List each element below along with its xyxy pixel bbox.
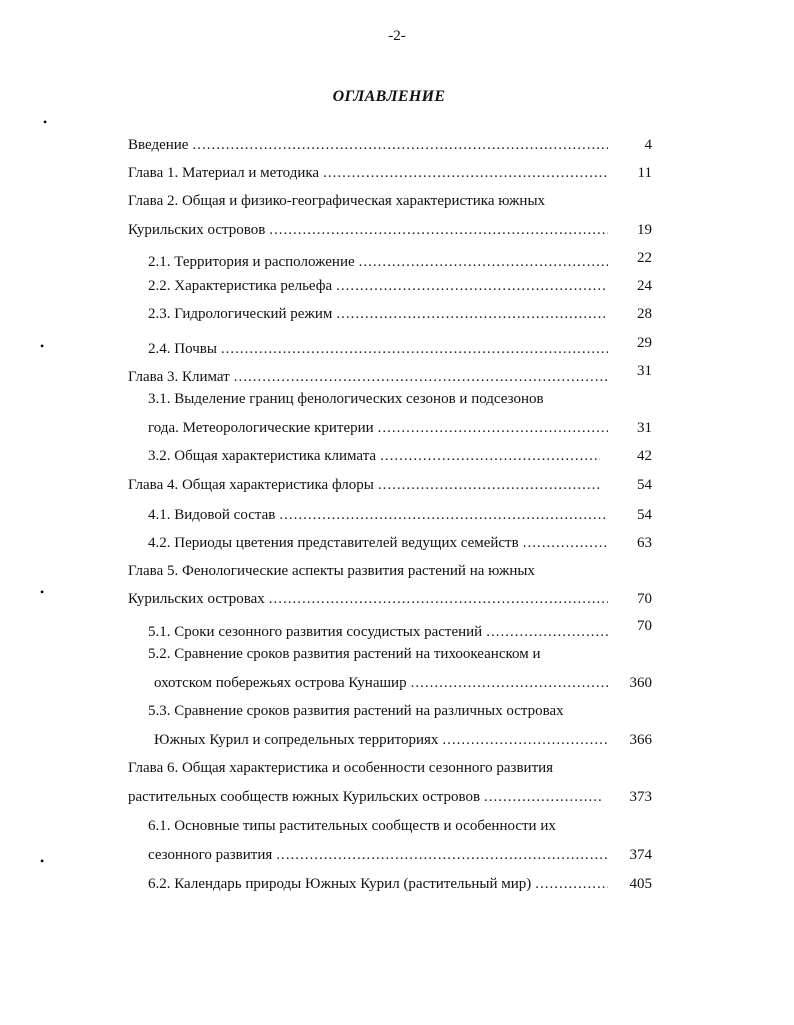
toc-page-number: 31 — [637, 420, 652, 436]
toc-entry-chapter-4[interactable] — [128, 476, 604, 494]
dot-leader — [442, 731, 608, 749]
dot-leader — [378, 476, 600, 494]
toc-entry-section-3-2[interactable] — [148, 447, 604, 465]
toc-entry-section-2-3[interactable] — [148, 305, 612, 323]
toc-label: 2.1. Территория и расположение — [148, 254, 355, 270]
toc-entry-chapter-6[interactable] — [128, 788, 606, 806]
toc-entry-chapter-2[interactable] — [128, 221, 612, 239]
margin-mark: • — [40, 585, 45, 599]
toc-label: Глава 4. Общая характеристика флоры — [128, 477, 374, 493]
toc-label: растительных сообществ южных Курильских островов — [128, 789, 481, 805]
toc-label: 2.4. Почвы — [148, 341, 217, 357]
toc-entry-section-5-2-line1[interactable]: 5.2. Сравнение сроков развития растений на тихоокеанском и — [148, 646, 541, 662]
toc-page-number: 11 — [637, 165, 652, 181]
toc-title: ОГЛАВЛЕНИЕ — [332, 88, 446, 105]
dot-leader — [221, 340, 608, 358]
dot-leader — [523, 534, 608, 552]
toc-page-number: 29 — [637, 335, 652, 351]
toc-page-number: 24 — [637, 278, 652, 294]
toc-entry-section-5-3-line1[interactable]: 5.3. Сравнение сроков развития растений на различных островах — [148, 703, 564, 719]
toc-entry-chapter-2-line1[interactable]: Глава 2. Общая и физико-географическая характеристика южных — [128, 193, 546, 209]
toc-page-number: 54 — [637, 477, 652, 493]
toc-entry-chapter-5[interactable] — [128, 590, 612, 608]
dot-leader — [336, 277, 608, 295]
toc-page-number: 28 — [637, 306, 652, 322]
toc-label: охотском побережьях острова Кунашир — [154, 675, 407, 691]
toc-label: 3.2. Общая характеристика климата — [148, 448, 377, 464]
toc-label: 4.2. Периоды цветения представителей ведущих семейств — [148, 535, 519, 551]
toc-page-number: 63 — [637, 535, 652, 551]
toc-entry-section-2-2[interactable] — [148, 277, 612, 295]
dot-leader — [484, 788, 602, 806]
toc-page-number: 42 — [637, 448, 652, 464]
toc-label: Курильских островов — [128, 222, 266, 238]
toc-entry-section-5-3[interactable] — [154, 731, 612, 749]
dot-leader — [359, 253, 608, 271]
dot-leader — [192, 136, 608, 154]
page-number: -2- — [388, 28, 406, 44]
margin-mark: • — [40, 854, 45, 868]
toc-label: Глава 3. Климат — [128, 369, 230, 385]
toc-label: Глава 1. Материал и методика — [128, 165, 320, 181]
toc-page-number: 373 — [629, 789, 652, 805]
toc-label: года. Метеорологические критерии — [148, 420, 374, 436]
dot-leader — [269, 221, 608, 239]
margin-mark: • — [40, 339, 45, 353]
toc-label: 6.2. Календарь природы Южных Курил (растительный мир) — [148, 876, 532, 892]
dot-leader — [380, 447, 600, 465]
toc-entry-section-4-2[interactable] — [148, 534, 612, 552]
toc-page-number: 54 — [637, 507, 652, 523]
dot-leader — [378, 419, 608, 437]
toc-label: Южных Курил и сопредельных территориях — [154, 732, 439, 748]
toc-label: 2.2. Характеристика рельефа — [148, 278, 333, 294]
toc-label: Курильских островах — [128, 591, 265, 607]
dot-leader — [336, 305, 608, 323]
toc-label: 5.1. Сроки сезонного развития сосудистых растений — [148, 624, 483, 640]
dot-leader — [535, 875, 608, 893]
toc-page-number: 374 — [629, 847, 652, 863]
dot-leader — [279, 506, 608, 524]
toc-page-number: 31 — [637, 363, 652, 379]
dot-leader — [234, 368, 608, 386]
toc-entry-section-2-1[interactable] — [148, 253, 612, 271]
toc-entry-section-5-1[interactable] — [148, 623, 612, 641]
toc-entry-section-6-1[interactable] — [148, 846, 612, 864]
toc-page-number: 70 — [637, 591, 652, 607]
toc-entry-chapter-3[interactable] — [128, 368, 612, 386]
toc-entry-section-5-2[interactable] — [154, 674, 612, 692]
toc-entry-chapter-1[interactable] — [128, 164, 612, 182]
toc-label: 2.3. Гидрологический режим — [148, 306, 333, 322]
toc-page-number: 360 — [629, 675, 652, 691]
toc-label: Введение — [128, 137, 189, 153]
dot-leader — [323, 164, 608, 182]
toc-entry-section-6-1-line1[interactable]: 6.1. Основные типы растительных сообществ и особенности их — [148, 818, 556, 834]
toc-page-number: 366 — [629, 732, 652, 748]
dot-leader — [276, 846, 608, 864]
toc-page-number: 70 — [637, 618, 652, 634]
toc-page-number: 4 — [644, 137, 652, 153]
toc-page-number: 22 — [637, 250, 652, 266]
dot-leader — [269, 590, 608, 608]
toc-entry-section-6-2[interactable] — [148, 875, 612, 893]
toc-entry-section-3-1[interactable] — [148, 419, 612, 437]
toc-page-number: 19 — [637, 222, 652, 238]
toc-entry-chapter-5-line1[interactable]: Глава 5. Фенологические аспекты развития растений на южных — [128, 563, 535, 579]
toc-entry-section-2-4[interactable] — [148, 340, 612, 358]
toc-entry-chapter-6-line1[interactable]: Глава 6. Общая характеристика и особенности сезонного развития — [128, 760, 554, 776]
margin-mark: • — [43, 115, 48, 129]
dot-leader — [486, 623, 608, 641]
toc-entry-section-3-1-line1[interactable]: 3.1. Выделение границ фенологических сезонов и подсезонов — [148, 391, 544, 407]
toc-label: сезонного развития — [148, 847, 273, 863]
toc-page-number: 405 — [629, 876, 652, 892]
dot-leader — [411, 674, 608, 692]
toc-entry-intro[interactable] — [128, 136, 612, 154]
toc-label: 4.1. Видовой состав — [148, 507, 276, 523]
toc-entry-section-4-1[interactable] — [148, 506, 612, 524]
